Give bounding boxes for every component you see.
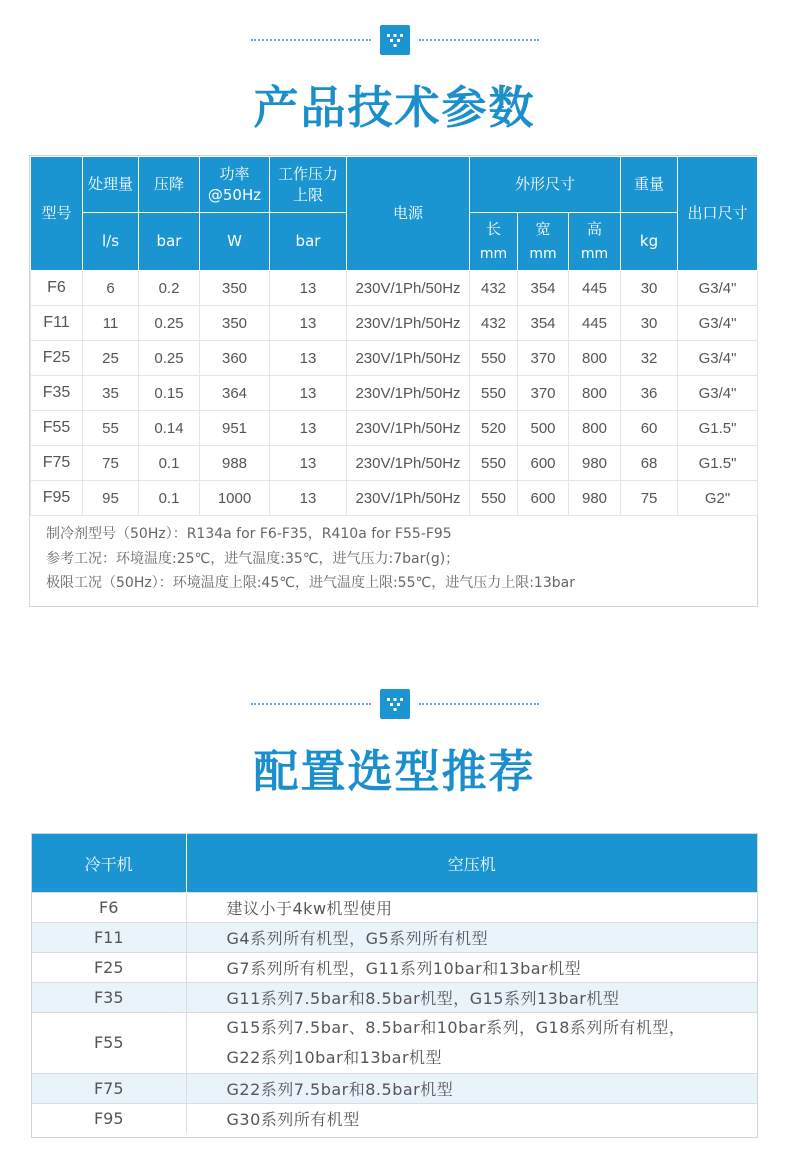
header-flow: 处理量 [83, 157, 139, 213]
cell-model: F25 [31, 341, 83, 376]
cell-model: F95 [31, 481, 83, 516]
config-row [32, 983, 757, 1013]
cell-supply: 230V/1Ph/50Hz [347, 341, 470, 376]
cell-flow: 55 [83, 411, 139, 446]
unit-flow: l/s [83, 213, 139, 271]
cell-compressor: G30系列所有机型 [186, 1104, 757, 1134]
cell-flow: 6 [83, 271, 139, 306]
header-power [200, 157, 270, 213]
cell-dryer: F11 [32, 923, 186, 953]
config-row [32, 953, 757, 983]
cell-dryer: F55 [32, 1013, 186, 1074]
cell-compressor: G4系列所有机型，G5系列所有机型 [186, 923, 757, 953]
unit-width: mm [529, 246, 557, 262]
cell-weight: 36 [621, 376, 678, 411]
cell-width: 500 [518, 411, 569, 446]
cell-model: F75 [31, 446, 83, 481]
dotted-divider-left [251, 703, 371, 705]
cell-supply: 230V/1Ph/50Hz [347, 376, 470, 411]
header-power-line1: 功率 [219, 164, 250, 183]
cell-height: 800 [569, 341, 621, 376]
cell-model: F55 [31, 411, 83, 446]
cell-outlet: G1.5" [678, 446, 758, 481]
cell-dryer: F35 [32, 983, 186, 1013]
spec-notes [46, 522, 575, 596]
cell-length: 550 [470, 481, 518, 516]
note-refrigerant: 制冷剂型号（50Hz）：R134a for F6-F35，R410a for F55-F95 [46, 526, 452, 542]
cell-power: 350 [200, 271, 270, 306]
config-table-container [31, 833, 758, 1138]
header-max-pressure [270, 157, 347, 213]
cell-width: 370 [518, 376, 569, 411]
cell-drop: 0.1 [139, 446, 200, 481]
header-height [569, 213, 621, 271]
unit-weight: kg [621, 213, 678, 271]
header-max-pressure-line2: 上限 [292, 185, 323, 204]
section-title-config: 配置选型推荐 [253, 745, 536, 798]
cell-weight: 30 [621, 271, 678, 306]
header-length [470, 213, 518, 271]
cell-pressure: 13 [270, 306, 347, 341]
cell-weight: 75 [621, 481, 678, 516]
header-max-pressure-line1: 工作压力 [277, 164, 338, 183]
cell-width: 370 [518, 341, 569, 376]
cell-length: 432 [470, 271, 518, 306]
cell-model: F11 [31, 306, 83, 341]
cell-outlet: G2" [678, 481, 758, 516]
spec-row [31, 411, 758, 446]
header-width [518, 213, 569, 271]
spec-table [30, 156, 758, 516]
cell-compressor: G11系列7.5bar和8.5bar机型，G15系列13bar机型 [186, 983, 757, 1013]
cell-length: 550 [470, 446, 518, 481]
cell-outlet: G3/4" [678, 271, 758, 306]
config-row [32, 1104, 757, 1134]
header-outlet: 出口尺寸 [678, 157, 758, 271]
spec-row [31, 341, 758, 376]
cell-power: 364 [200, 376, 270, 411]
cell-compressor [186, 1013, 757, 1074]
spec-row [31, 481, 758, 516]
cell-drop: 0.2 [139, 271, 200, 306]
header-power-line2: @50Hz [207, 185, 262, 204]
note-limit-conditions: 极限工况（50Hz）：环境温度上限:45℃，进气温度上限:55℃，进气压力上限:13bar [46, 575, 575, 591]
cell-length: 432 [470, 306, 518, 341]
cell-drop: 0.25 [139, 341, 200, 376]
dotted-divider-right [419, 703, 539, 705]
header-pressure-drop: 压降 [139, 157, 200, 213]
cell-height: 800 [569, 376, 621, 411]
cell-pressure: 13 [270, 411, 347, 446]
cell-flow: 95 [83, 481, 139, 516]
cell-height: 445 [569, 271, 621, 306]
section-header-config [0, 689, 789, 799]
spec-row [31, 271, 758, 306]
cell-compressor: G7系列所有机型，G11系列10bar和13bar机型 [186, 953, 757, 983]
cell-power: 360 [200, 341, 270, 376]
cell-drop: 0.15 [139, 376, 200, 411]
config-row [32, 893, 757, 923]
cell-length: 520 [470, 411, 518, 446]
config-row [32, 923, 757, 953]
cell-supply: 230V/1Ph/50Hz [347, 411, 470, 446]
cell-drop: 0.1 [139, 481, 200, 516]
config-row [32, 1013, 757, 1074]
cell-outlet: G1.5" [678, 411, 758, 446]
cell-model: F6 [31, 271, 83, 306]
cell-dryer: F95 [32, 1104, 186, 1134]
spec-table-container [29, 155, 758, 607]
cell-supply: 230V/1Ph/50Hz [347, 446, 470, 481]
cell-dryer: F75 [32, 1074, 186, 1104]
cell-pressure: 13 [270, 446, 347, 481]
cell-pressure: 13 [270, 376, 347, 411]
cell-length: 550 [470, 341, 518, 376]
header-model: 型号 [31, 157, 83, 271]
cell-flow: 25 [83, 341, 139, 376]
dotted-divider-left [251, 39, 371, 41]
spec-row [31, 376, 758, 411]
dotted-divider-right [419, 39, 539, 41]
config-table [32, 834, 757, 1133]
cell-power: 951 [200, 411, 270, 446]
cell-outlet: G3/4" [678, 341, 758, 376]
cell-width: 600 [518, 481, 569, 516]
spec-row [31, 306, 758, 341]
cell-power: 350 [200, 306, 270, 341]
cell-supply: 230V/1Ph/50Hz [347, 306, 470, 341]
dots-pattern-icon [380, 689, 410, 719]
cell-drop: 0.14 [139, 411, 200, 446]
cell-supply: 230V/1Ph/50Hz [347, 271, 470, 306]
section-header-specs [0, 25, 789, 135]
unit-power: W [200, 213, 270, 271]
cell-width: 354 [518, 271, 569, 306]
cell-dryer: F6 [32, 893, 186, 923]
header-compressor: 空压机 [186, 834, 757, 893]
cell-outlet: G3/4" [678, 376, 758, 411]
cell-pressure: 13 [270, 481, 347, 516]
header-dryer: 冷干机 [32, 834, 186, 893]
unit-max-pressure: bar [270, 213, 347, 271]
header-power-supply: 电源 [347, 157, 470, 271]
cell-model: F35 [31, 376, 83, 411]
cell-height: 800 [569, 411, 621, 446]
unit-height: mm [580, 246, 609, 262]
cell-pressure: 13 [270, 341, 347, 376]
cell-compressor: G22系列7.5bar和8.5bar机型 [186, 1074, 757, 1104]
cell-height: 980 [569, 481, 621, 516]
cell-outlet: G3/4" [678, 306, 758, 341]
config-row [32, 1074, 757, 1104]
cell-length: 550 [470, 376, 518, 411]
cell-dryer: F25 [32, 953, 186, 983]
header-dimensions: 外形尺寸 [470, 157, 621, 213]
note-reference-conditions: 参考工况：环境温度:25℃，进气温度:35℃，进气压力:7bar(g)； [46, 550, 460, 567]
cell-supply: 230V/1Ph/50Hz [347, 481, 470, 516]
cell-weight: 68 [621, 446, 678, 481]
unit-pressure-drop: bar [139, 213, 200, 271]
cell-weight: 30 [621, 306, 678, 341]
cell-flow: 11 [83, 306, 139, 341]
cell-compressor: 建议小于4kw机型使用 [186, 893, 757, 923]
cell-drop: 0.25 [139, 306, 200, 341]
dots-pattern-icon [380, 25, 410, 55]
compressor-line: G22系列10bar和13bar机型 [226, 1048, 443, 1067]
cell-power: 1000 [200, 481, 270, 516]
spec-row [31, 446, 758, 481]
label-length: 长 [485, 220, 501, 238]
cell-pressure: 13 [270, 271, 347, 306]
cell-flow: 75 [83, 446, 139, 481]
label-width: 宽 [535, 220, 551, 238]
compressor-line: G15系列7.5bar、8.5bar和10bar系列，G18系列所有机型， [226, 1018, 686, 1037]
cell-height: 445 [569, 306, 621, 341]
cell-height: 980 [569, 446, 621, 481]
cell-weight: 60 [621, 411, 678, 446]
section-title-specs: 产品技术参数 [253, 81, 536, 134]
cell-power: 988 [200, 446, 270, 481]
unit-length: mm [479, 246, 508, 262]
cell-flow: 35 [83, 376, 139, 411]
cell-width: 600 [518, 446, 569, 481]
label-height: 高 [587, 220, 603, 238]
cell-weight: 32 [621, 341, 678, 376]
header-weight: 重量 [621, 157, 678, 213]
cell-width: 354 [518, 306, 569, 341]
